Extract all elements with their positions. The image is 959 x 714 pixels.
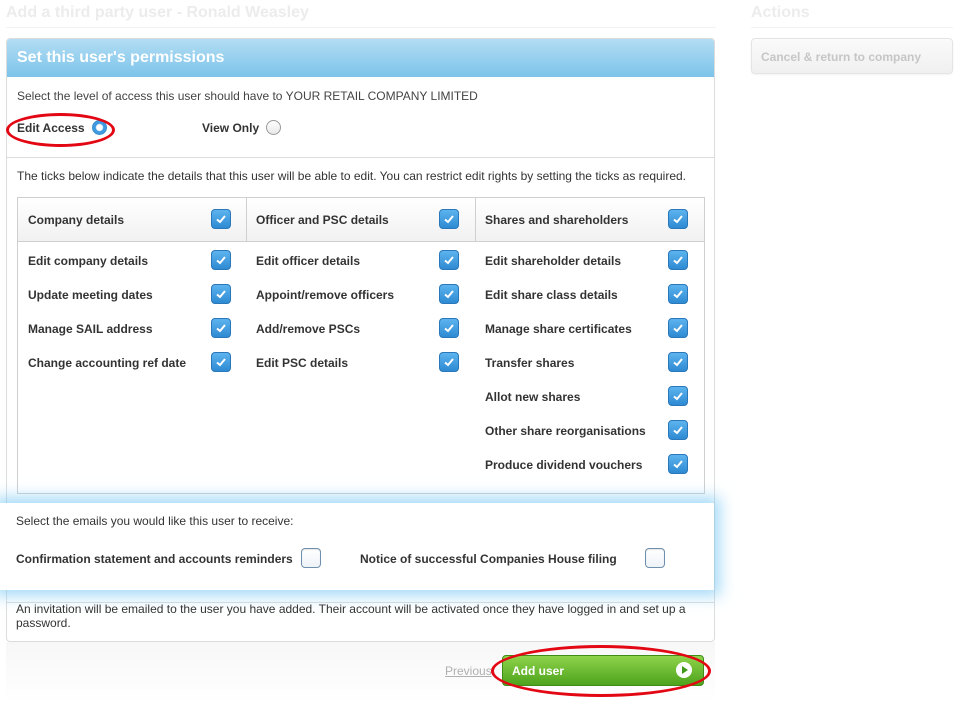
view-only-label: View Only <box>202 120 260 135</box>
checkbox-shares-all[interactable] <box>668 209 688 229</box>
email-option-filing-notice: Notice of successful Companies House filing <box>360 552 617 566</box>
perm-appoint-remove-officers: Appoint/remove officers <box>256 288 395 302</box>
checkmark-icon <box>215 288 227 300</box>
invitation-notice: An invitation will be emailed to the user you have added. Their account will be activated once they have logged in and set up a password. <box>16 602 686 630</box>
perm-produce-dividend-vouchers: Produce dividend vouchers <box>485 458 643 472</box>
checkmark-icon <box>672 424 684 436</box>
perm-manage-sail-address: Manage SAIL address <box>28 322 153 336</box>
perm-edit-shareholder-details: Edit shareholder details <box>485 254 622 268</box>
checkmark-icon <box>443 356 455 368</box>
perm-edit-share-class-details: Edit share class details <box>485 288 618 302</box>
checkbox-other-share-reorganisations[interactable] <box>668 420 688 440</box>
highlight-ellipse-edit-access <box>6 113 115 147</box>
checkbox-update-meeting-dates[interactable] <box>211 284 231 304</box>
highlight-ellipse-add-user <box>491 645 711 697</box>
previous-link[interactable]: Previous <box>445 664 492 678</box>
checkbox-edit-company-details[interactable] <box>211 250 231 270</box>
permissions-table <box>17 197 705 494</box>
checkbox-edit-share-class-details[interactable] <box>668 284 688 304</box>
perm-add-remove-pscs: Add/remove PSCs <box>256 322 361 336</box>
perm-edit-psc-details: Edit PSC details <box>256 356 349 370</box>
checkmark-icon <box>443 254 455 266</box>
checkmark-icon <box>672 356 684 368</box>
perm-manage-share-certificates: Manage share certificates <box>485 322 632 336</box>
column-header-shares-shareholders: Shares and shareholders <box>485 213 629 227</box>
checkmark-icon <box>215 254 227 266</box>
edit-access-label: Edit Access <box>17 120 85 135</box>
checkmark-icon <box>443 288 455 300</box>
checkmark-icon <box>443 213 455 225</box>
ticks-intro-text: The ticks below indicate the details that this user will be able to edit. You can restrict edit rights by setting the ticks as required. <box>17 169 687 183</box>
perm-allot-new-shares: Allot new shares <box>485 390 581 404</box>
view-only-option[interactable] <box>202 120 281 135</box>
checkmark-icon <box>672 322 684 334</box>
perm-edit-company-details: Edit company details <box>28 254 149 268</box>
checkbox-allot-new-shares[interactable] <box>668 386 688 406</box>
checkmark-icon <box>215 356 227 368</box>
access-intro-text: Select the level of access this user should have to YOUR RETAIL COMPANY LIMITED <box>17 89 478 103</box>
checkmark-icon <box>672 458 684 470</box>
checkbox-manage-sail-address[interactable] <box>211 318 231 338</box>
checkbox-edit-shareholder-details[interactable] <box>668 250 688 270</box>
cancel-return-button[interactable]: Cancel & return to company <box>751 38 953 74</box>
perm-other-share-reorganisations: Other share reorganisations <box>485 424 646 438</box>
column-header-company-details: Company details <box>28 213 125 227</box>
checkmark-icon <box>443 322 455 334</box>
column-header-officer-psc-details: Officer and PSC details <box>256 213 389 227</box>
title-divider <box>6 27 716 28</box>
view-only-radio[interactable] <box>266 120 281 135</box>
checkbox-manage-share-certificates[interactable] <box>668 318 688 338</box>
panel-header: Set this user's permissions <box>7 39 714 77</box>
checkbox-company-details-all[interactable] <box>211 209 231 229</box>
checkbox-transfer-shares[interactable] <box>668 352 688 372</box>
checkbox-add-remove-pscs[interactable] <box>439 318 459 338</box>
perm-transfer-shares: Transfer shares <box>485 356 575 370</box>
email-option-confirmation-reminders: Confirmation statement and accounts reminders <box>16 552 293 566</box>
perm-update-meeting-dates: Update meeting dates <box>28 288 153 302</box>
checkmark-icon <box>672 288 684 300</box>
page-title: Add a third party user - Ronald Weasley <box>6 4 309 21</box>
perm-edit-officer-details: Edit officer details <box>256 254 361 268</box>
column-divider <box>475 198 476 242</box>
column-divider <box>246 198 247 242</box>
checkbox-produce-dividend-vouchers[interactable] <box>668 454 688 474</box>
add-user-label: Add user <box>512 664 565 678</box>
actions-title: Actions <box>751 4 810 21</box>
checkbox-appoint-remove-officers[interactable] <box>439 284 459 304</box>
checkmark-icon <box>215 322 227 334</box>
email-preferences-box <box>0 503 714 590</box>
checkbox-change-accounting-ref-date[interactable] <box>211 352 231 372</box>
checkmark-icon <box>672 390 684 402</box>
checkbox-filing-notice[interactable] <box>645 548 665 568</box>
perm-change-accounting-ref-date: Change accounting ref date <box>28 356 187 370</box>
checkmark-icon <box>215 213 227 225</box>
emails-intro-text: Select the emails you would like this user to receive: <box>16 514 294 528</box>
checkmark-icon <box>672 213 684 225</box>
checkbox-edit-psc-details[interactable] <box>439 352 459 372</box>
checkbox-edit-officer-details[interactable] <box>439 250 459 270</box>
checkbox-officer-psc-all[interactable] <box>439 209 459 229</box>
actions-divider <box>751 27 953 28</box>
checkbox-confirmation-reminders[interactable] <box>301 548 321 568</box>
checkmark-icon <box>672 254 684 266</box>
section-divider <box>7 157 714 158</box>
